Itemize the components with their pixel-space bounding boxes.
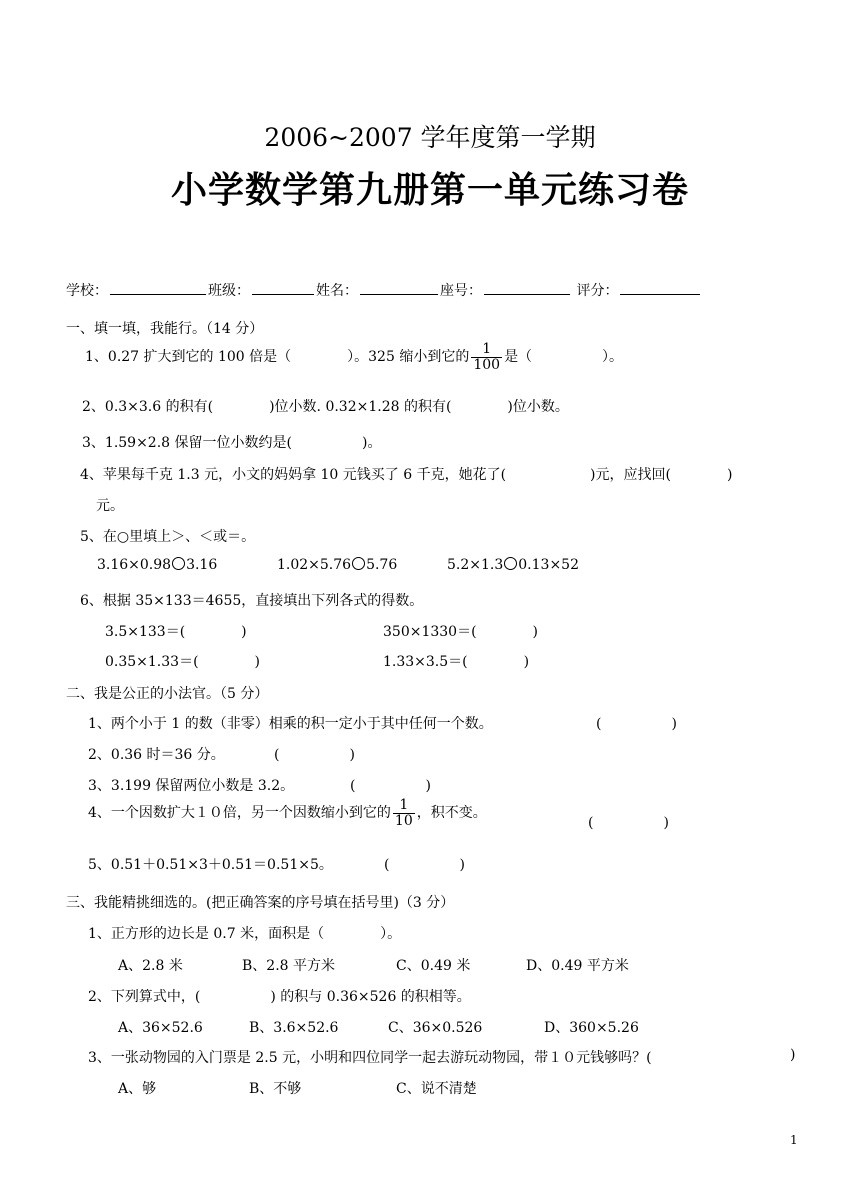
fraction-numerator: 1 bbox=[471, 342, 502, 358]
compare-item-3 bbox=[447, 557, 579, 573]
s3-question-3: 3、一张动物园的入门票是 2.5 元，小明和四位同学一起去游玩动物园，带１０元钱够吗？( bbox=[88, 1050, 652, 1066]
s2-question-3: 3、3.199 保留两位小数是 3.2。 bbox=[88, 778, 295, 794]
derive-item-3: 0.35×1.33＝( ) bbox=[105, 654, 260, 670]
compare-item-1 bbox=[97, 557, 217, 573]
s2-question-5: 5、0.51＋0.51×3＋0.51＝0.51×5。 bbox=[88, 857, 333, 873]
s3-q3-option-b[interactable]: B、不够 bbox=[249, 1081, 302, 1097]
s2-question-4 bbox=[88, 798, 487, 828]
s2-answer-3[interactable]: ( ) bbox=[350, 778, 431, 794]
section-2-heading: 二、我是公正的小法官。（5 分） bbox=[66, 686, 269, 702]
compare-circle-icon[interactable] bbox=[504, 557, 517, 570]
s1-question-4-cont: 元。 bbox=[96, 498, 124, 514]
s3-q1-option-b[interactable]: B、2.8 平方米 bbox=[242, 958, 336, 974]
score-label: 评分： bbox=[576, 283, 619, 299]
s2-q4-fraction bbox=[393, 798, 415, 828]
s1-question-3: 3、1.59×2.8 保留一位小数约是( )。 bbox=[82, 435, 382, 451]
name-label: 姓名： bbox=[316, 283, 358, 299]
s2-question-1: 1、两个小于 1 的数（非零）相乘的积一定小于其中任何一个数。 bbox=[88, 716, 493, 732]
s1-question-5: 5、在○里填上＞、＜或＝。 bbox=[80, 529, 256, 545]
exam-title: 小学数学第九册第一单元练习卷 bbox=[170, 169, 689, 211]
compare-right: 3.16 bbox=[186, 557, 218, 573]
class-label: 班级： bbox=[208, 283, 250, 299]
s3-q2-option-b[interactable]: B、3.6×52.6 bbox=[249, 1020, 339, 1036]
s1-question-1 bbox=[85, 342, 623, 372]
derive-item-2: 350×1330＝( ) bbox=[383, 624, 539, 640]
fraction-numerator: 1 bbox=[393, 798, 415, 814]
school-blank[interactable] bbox=[110, 279, 206, 295]
page-number: 1 bbox=[790, 1133, 798, 1147]
compare-left: 5.2×1.3 bbox=[447, 557, 504, 573]
section-3-heading: 三、我能精挑细选的。(把正确答案的序号填在括号里)（3 分） bbox=[66, 895, 455, 911]
s2-answer-5[interactable]: ( ) bbox=[384, 857, 465, 873]
s3-q2-option-a[interactable]: A、36×52.6 bbox=[118, 1020, 203, 1036]
s3-q3-option-c[interactable]: C、说不清楚 bbox=[396, 1081, 477, 1097]
s1-q1-fraction bbox=[471, 342, 502, 372]
compare-left: 3.16×0.98 bbox=[97, 557, 172, 573]
s3-q1-option-a[interactable]: A、2.8 米 bbox=[118, 958, 183, 974]
s3-q2-option-d[interactable]: D、360×5.26 bbox=[544, 1020, 639, 1036]
compare-right: 5.76 bbox=[366, 557, 398, 573]
exam-term: 2006~2007 学年度第一学期 bbox=[264, 123, 596, 152]
s3-q3-option-a[interactable]: A、够 bbox=[118, 1081, 157, 1097]
class-blank[interactable] bbox=[252, 279, 314, 295]
s1-question-2: 2、0.3×3.6 的积有( )位小数. 0.32×1.28 的积有( )位小数。 bbox=[82, 399, 569, 415]
s3-q1-option-d[interactable]: D、0.49 平方米 bbox=[526, 958, 629, 974]
derive-item-4: 1.33×3.5＝( ) bbox=[383, 654, 530, 670]
s3-q1-option-c[interactable]: C、0.49 米 bbox=[396, 958, 471, 974]
s2-q4-text-b: ，积不变。 bbox=[416, 805, 487, 822]
fraction-denominator: 100 bbox=[473, 356, 501, 373]
s3-question-2: 2、下列算式中，( ) 的积与 0.36×526 的积相等。 bbox=[88, 989, 471, 1005]
s1-q1-text-b: 是（ ）。 bbox=[504, 349, 624, 366]
score-blank[interactable] bbox=[620, 279, 700, 295]
compare-item-2 bbox=[277, 557, 397, 573]
s2-q4-text-a: 4、一个因数扩大１０倍，另一个因数缩小到它的 bbox=[88, 805, 391, 822]
s2-answer-1[interactable]: ( ) bbox=[596, 716, 677, 732]
s2-answer-2[interactable]: ( ) bbox=[274, 747, 355, 763]
student-info-line bbox=[66, 279, 702, 300]
seat-label: 座号： bbox=[440, 283, 482, 299]
name-blank[interactable] bbox=[360, 279, 438, 295]
compare-right: 0.13×52 bbox=[518, 557, 579, 573]
s2-question-2: 2、0.36 时＝36 分。 bbox=[88, 747, 225, 763]
s3-q2-option-c[interactable]: C、36×0.526 bbox=[388, 1020, 483, 1036]
compare-circle-icon[interactable] bbox=[352, 557, 365, 570]
fraction-denominator: 10 bbox=[394, 812, 413, 829]
school-label: 学校： bbox=[66, 283, 108, 299]
compare-circle-icon[interactable] bbox=[172, 557, 185, 570]
s1-question-6: 6、根据 35×133＝4655，直接填出下列各式的得数。 bbox=[80, 593, 424, 609]
s3-question-1: 1、正方形的边长是 0.7 米，面积是（ ）。 bbox=[88, 926, 402, 942]
s3-q3-close-paren: ) bbox=[790, 1047, 796, 1063]
section-1-heading: 一、填一填，我能行。（14 分） bbox=[66, 321, 264, 337]
seat-blank[interactable] bbox=[484, 279, 570, 295]
compare-left: 1.02×5.76 bbox=[277, 557, 352, 573]
s1-question-4: 4、苹果每千克 1.3 元，小文的妈妈拿 10 元钱买了 6 千克，她花了( )元，应找回( ) bbox=[80, 467, 733, 483]
derive-item-1: 3.5×133＝( ) bbox=[105, 624, 247, 640]
s2-answer-4[interactable]: ( ) bbox=[588, 815, 669, 831]
s1-q1-text-a: 1、0.27 扩大到它的 100 倍是（ ）。325 缩小到它的 bbox=[85, 349, 470, 366]
